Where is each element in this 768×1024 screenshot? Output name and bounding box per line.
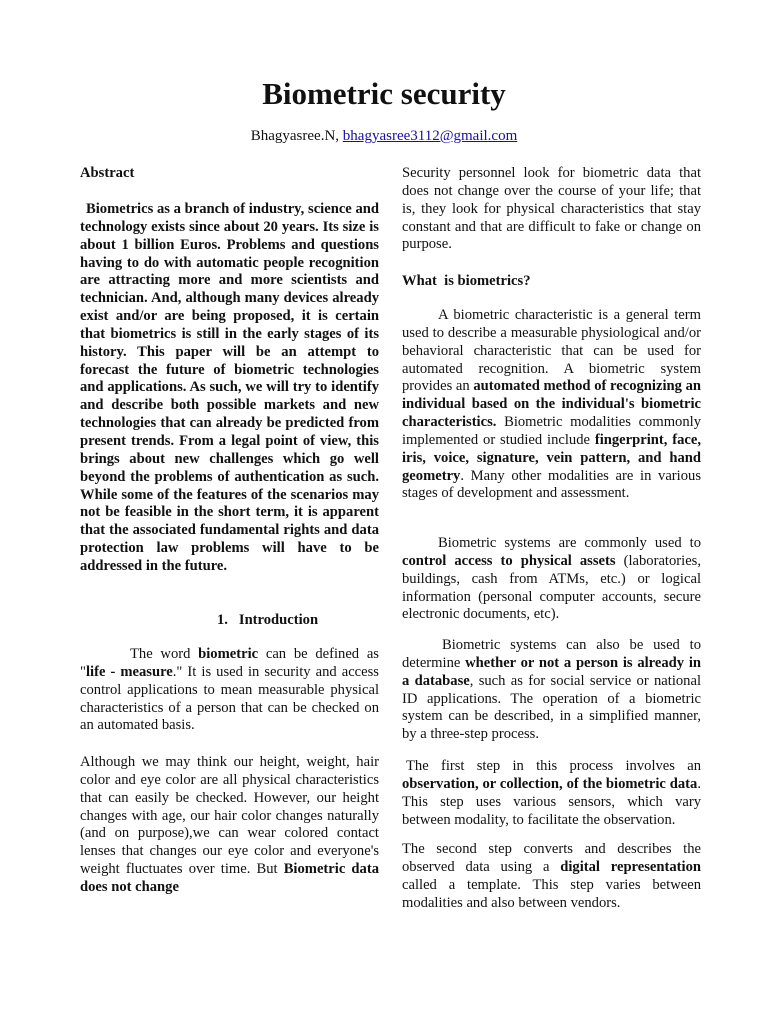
- author-name: Bhagyasree.N,: [250, 128, 340, 144]
- bold-text-run: whether or not a person is already in a database: [402, 654, 701, 689]
- text-run: Although we may think our height, weight, hair color and eye color are all physical characteristics that can easily be checked. However, our height changes with age, our hair color changes naturally (and on purpose),we can wear colored contact lenses that changes our eye color and everyone's weight fluctuates over time. But: [80, 754, 379, 878]
- text-run: A biometric characteristic is a general term used to describe a measurable physiological and/or behavioral characteristic that can be used for automated recognition. A biometric system provides an: [402, 307, 701, 395]
- document-title: Biometric security: [262, 76, 506, 111]
- bold-text-run: Biometrics as a branch of industry, science and technology exists since about 20 years. Its size is about 1 billion Euros. Problems and questions having to do with automatic people recognition are attracting more and more scientists and technician. And, although many devices already exist and/or are being proposed, it is certain that biometrics is still in the early stages of its history. This paper will be an attempt to forecast the future of biometric technologies and applications. As such, we will try to identify and describe both possible markets and new technologies that can already be predicted from present trends. From a legal point of view, this brings about new challenges which go well beyond the problems of authentication as such. While some of the features of the scenarios may not be feasible in the short term, it is apparent that the associated fundamental rights and data protection law problems will have to be addressed in the future.: [80, 201, 379, 574]
- bold-text-run: automated method of recognizing an individual based on the individual's biometric characteristics.: [402, 378, 701, 431]
- author-email-link[interactable]: bhagyasree3112@gmail.com: [342, 128, 518, 144]
- right-paragraph-6: [402, 841, 701, 912]
- text-run: , such as for social service or national ID applications. The operation of a biometric system can be described, in a simplified manner, by a three-step process.: [402, 672, 701, 743]
- abstract-heading: Abstract: [80, 165, 135, 181]
- intro-paragraph-1: [80, 646, 379, 735]
- text-run: ." It is used in security and access control applications to mean measurable physical characteristics of a person that can be checked on an automated basis.: [80, 663, 379, 734]
- text-run: Biometric systems are commonly used to: [438, 535, 701, 551]
- bold-text-run: fingerprint, face, iris, voice, signature, vein pattern, and hand geometry: [402, 431, 701, 484]
- text-run: Security personnel look for biometric data that does not change over the course of your life; that is, they look for physical characteristics that stay constant and that are difficult to fake or change on purpose.: [402, 165, 701, 253]
- text-run: can be defined as ": [80, 646, 379, 680]
- right-paragraph-4: [402, 637, 701, 744]
- bold-text-run: life - measure: [85, 663, 173, 680]
- bold-text-run: digital representation: [560, 858, 702, 875]
- text-run: The word: [130, 646, 199, 662]
- text-run: . Many other modalities are in various stages of development and assessment.: [402, 467, 701, 502]
- bold-text-run: biometric: [198, 646, 259, 662]
- what-is-biometrics-heading: What is biometrics?: [402, 273, 531, 289]
- intro-paragraph-2: [80, 754, 379, 897]
- bold-text-run: control access to physical assets: [402, 552, 616, 569]
- text-run: called a template. This step varies between modalities and also between vendors.: [402, 876, 701, 911]
- bold-text-run: observation, or collection, of the biometric data: [402, 775, 698, 792]
- text-run: Biometric systems can also be used to determine: [402, 637, 701, 671]
- right-paragraph-5: [402, 758, 701, 829]
- right-paragraph-1: [402, 165, 701, 254]
- bold-text-run: Biometric data does not change: [80, 861, 379, 895]
- text-run: . This step uses various sensors, which vary between modality, to facilitate the observation.: [402, 775, 701, 828]
- text-run: The second step converts and describes the observed data using a: [402, 841, 701, 875]
- text-run: Biometric modalities commonly implemented or studied include: [402, 414, 701, 448]
- introduction-heading: 1. Introduction: [217, 612, 319, 628]
- text-run: The first step in this process involves an: [406, 758, 701, 774]
- abstract-paragraph: [80, 201, 379, 576]
- right-paragraph-2: [402, 307, 701, 503]
- text-run: (laboratories, buildings, cash from ATMs, etc.) or logical information (personal computer accounts, secure electronic documents, etc).: [402, 552, 701, 623]
- right-paragraph-3: [402, 535, 701, 624]
- author-line: [0, 128, 768, 145]
